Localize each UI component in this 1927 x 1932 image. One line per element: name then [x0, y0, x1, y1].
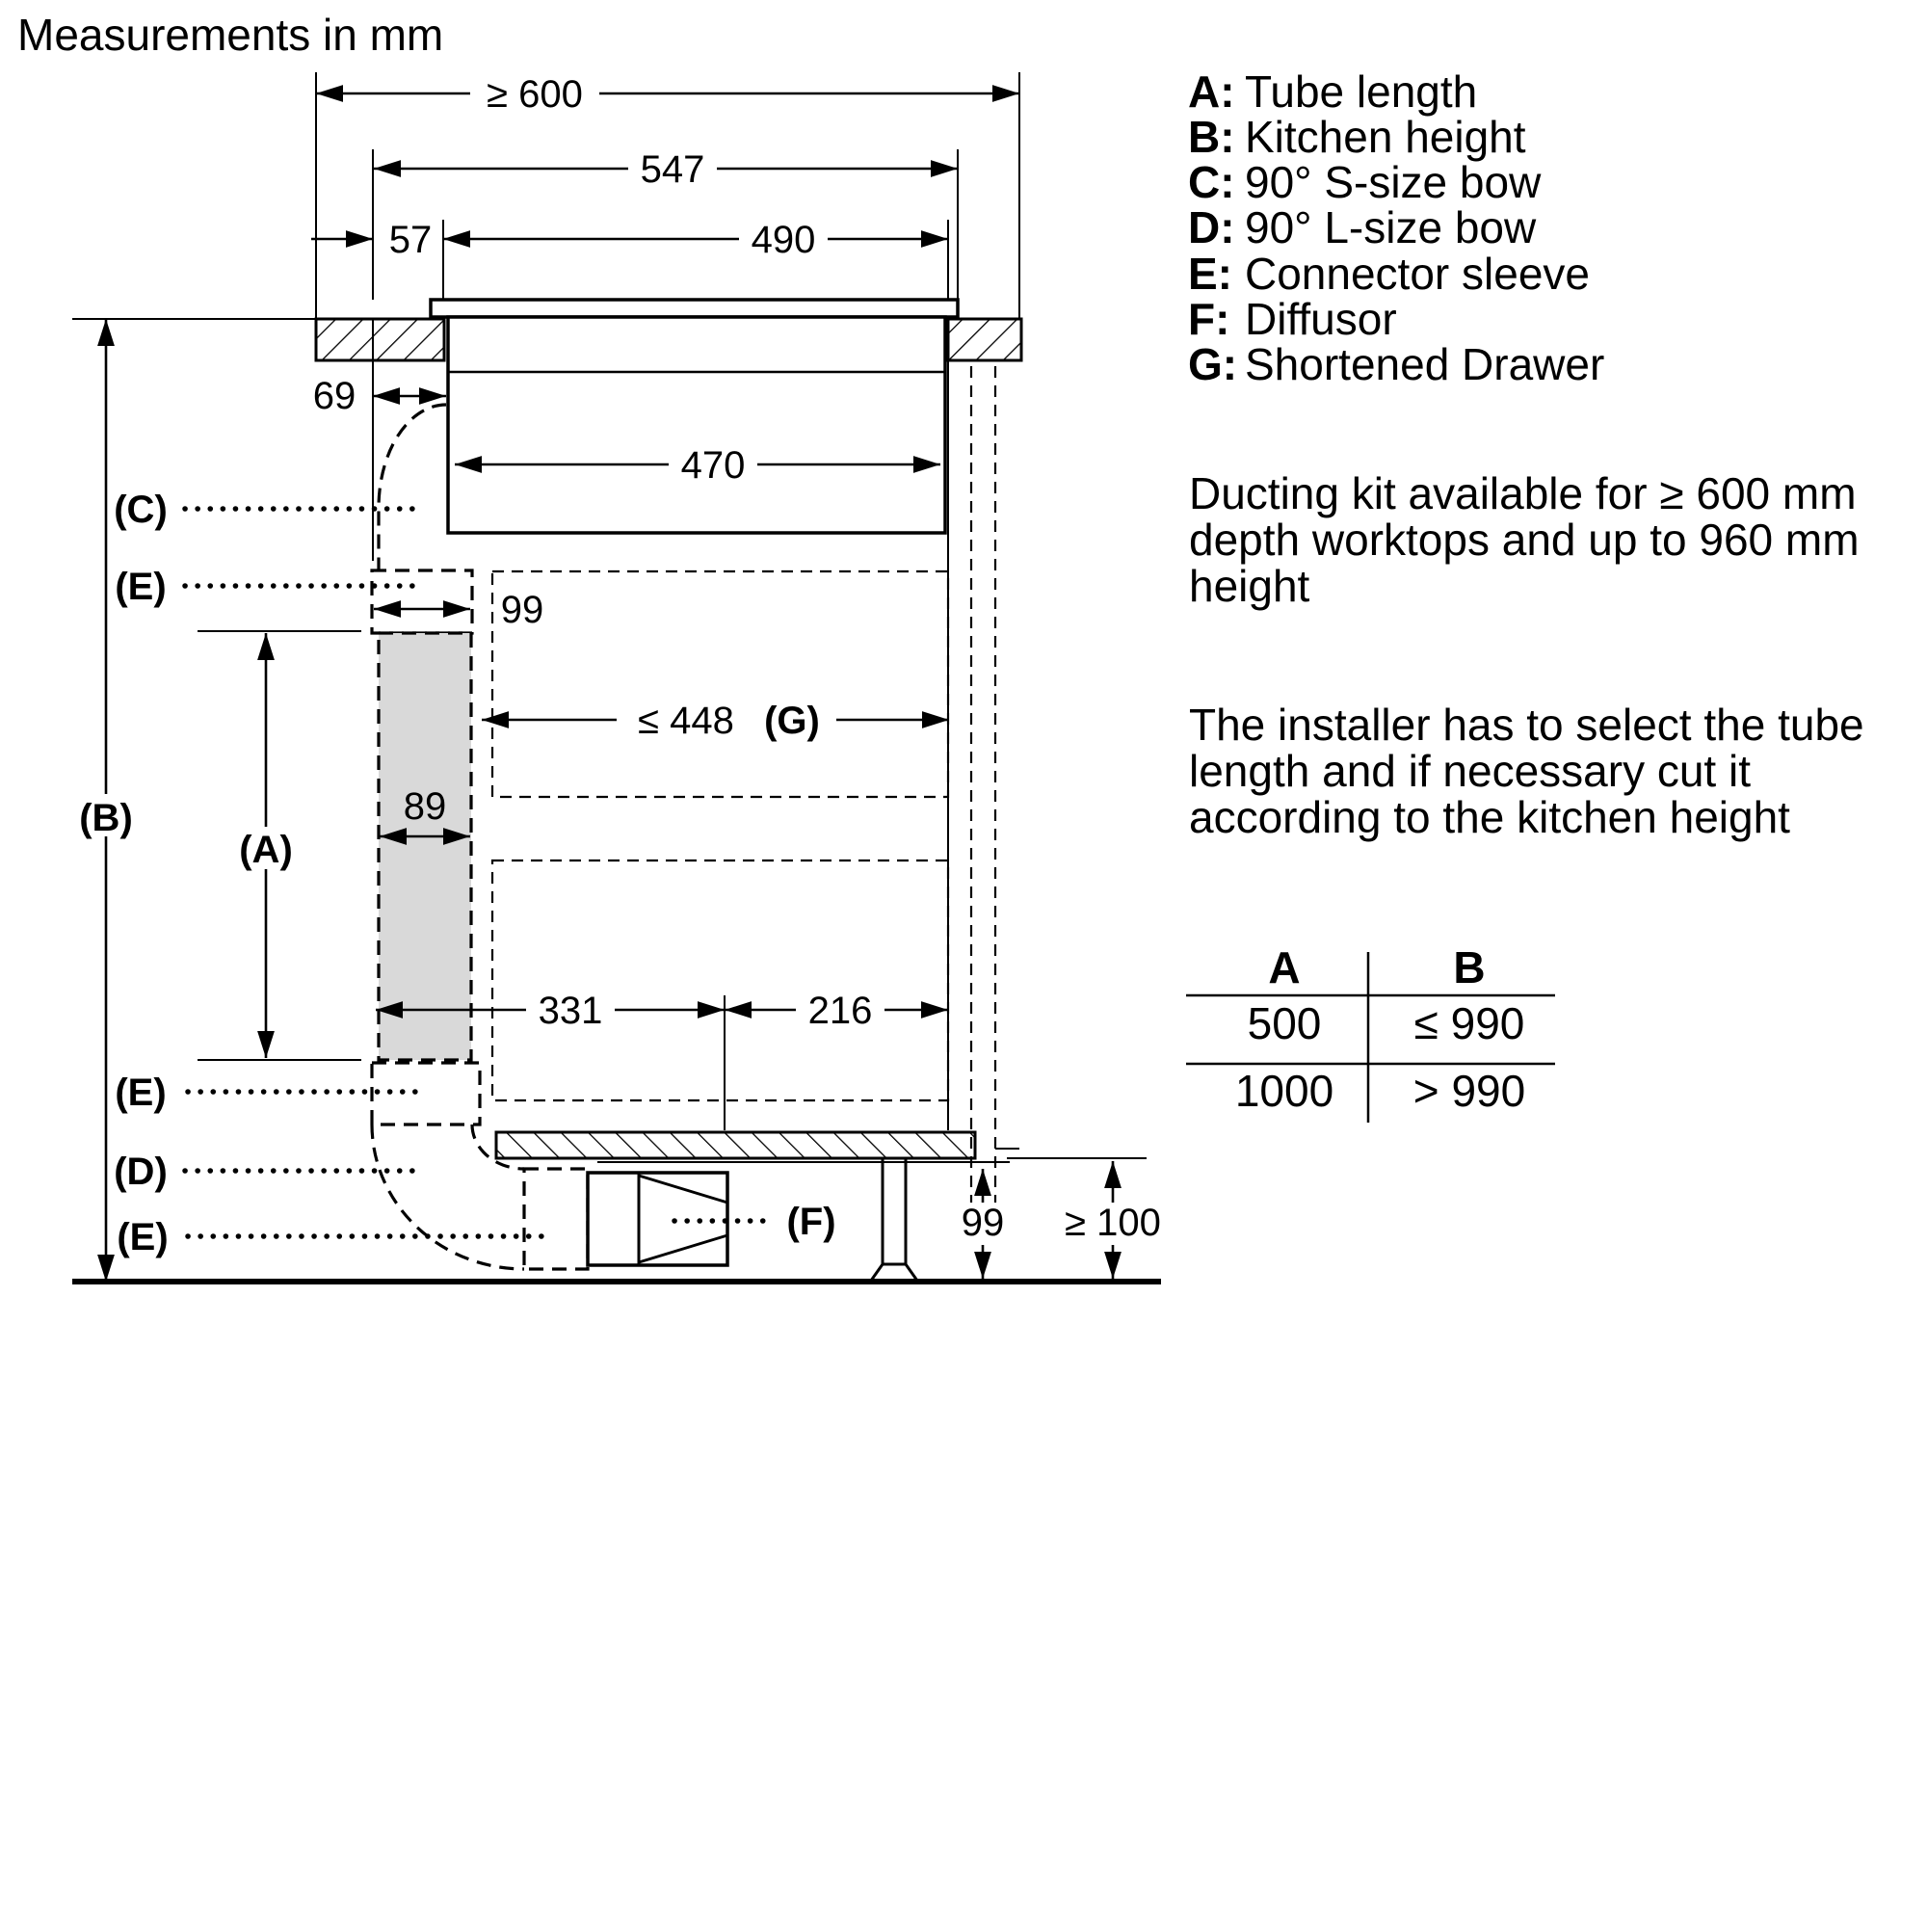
tube	[379, 633, 471, 1060]
diffusor	[588, 1173, 727, 1265]
dim-label-front-section: 216	[807, 990, 873, 1032]
legend-key-b: B:	[1188, 112, 1235, 162]
legend-key-c: C:	[1188, 157, 1235, 207]
legend-label-g: Shortened Drawer	[1245, 339, 1605, 389]
dim-label-diffusor-height: 99	[961, 1202, 1005, 1244]
legend-label-d: 90° L-size bow	[1245, 202, 1537, 252]
dim-label-sleeve-width: 99	[500, 589, 544, 631]
notes	[1189, 468, 1864, 842]
worktop-back-section	[948, 319, 1021, 360]
dimension-lines	[106, 93, 1113, 1282]
legend-label-f: Diffusor	[1245, 294, 1397, 344]
diffusor-box	[588, 1173, 727, 1265]
callout-b: (B)	[79, 797, 133, 839]
callout-f: (F)	[786, 1201, 836, 1243]
shortened-drawer-outline	[492, 571, 948, 797]
hob-body	[448, 317, 945, 533]
diagram-texts	[17, 10, 1161, 1258]
legend-key-f: F:	[1188, 294, 1230, 344]
dim-label-tube-width: 89	[403, 785, 447, 828]
table-header-a: A	[1268, 942, 1301, 992]
connector-sleeve-top	[372, 570, 472, 633]
note1-line2: depth worktops and up to 960 mm	[1189, 515, 1860, 565]
dim-label-hob-top-width: 547	[640, 148, 705, 191]
dim-label-plinth-height: ≥ 100	[1065, 1202, 1161, 1244]
dim-label-front-offset: 57	[388, 219, 433, 261]
legend-label-e: Connector sleeve	[1245, 249, 1590, 299]
note2-line1: The installer has to select the tube	[1189, 700, 1864, 750]
cabinet-bottom-panel	[496, 1132, 975, 1158]
legend	[1188, 66, 1604, 389]
tube-length-table	[1186, 942, 1555, 1123]
dim-label-rear-section: 331	[538, 990, 603, 1032]
table-header-b: B	[1453, 942, 1486, 992]
label-backplates	[67, 73, 1174, 1245]
table-row2-a: 1000	[1234, 1066, 1334, 1116]
legend-label-b: Kitchen height	[1245, 112, 1526, 162]
note2-line2: length and if necessary cut it	[1189, 746, 1751, 796]
legend-key-d: D:	[1188, 202, 1235, 252]
callout-d: (D)	[114, 1151, 168, 1193]
dim-label-worktop-depth: ≥ 600	[487, 73, 583, 116]
dim-label-cutout-width: 490	[751, 219, 816, 261]
legend-label-c: 90° S-size bow	[1245, 157, 1542, 207]
callout-e-middle: (E)	[115, 1072, 167, 1114]
hob-glass-top	[431, 300, 958, 317]
leader-lines	[185, 509, 771, 1236]
callout-c: (C)	[114, 489, 168, 531]
dim-label-drawer-depth: ≤ 448	[638, 700, 734, 742]
dim-label-hob-body-width: 470	[680, 444, 746, 487]
bow-c-s-size	[379, 405, 446, 570]
legend-key-a: A:	[1188, 66, 1235, 117]
callout-e-top: (E)	[115, 566, 167, 608]
plinth-foot	[871, 1264, 917, 1281]
note1-line3: height	[1189, 561, 1310, 611]
worktop-front-section	[316, 319, 444, 360]
legend-key-g: G:	[1188, 339, 1238, 389]
note2-line3: according to the kitchen height	[1189, 792, 1790, 842]
hob	[431, 300, 958, 533]
note1-line1: Ducting kit available for ≥ 600 mm	[1189, 468, 1857, 518]
table-row1-b: ≤ 990	[1413, 998, 1525, 1048]
dim-label-duct-offset: 69	[312, 375, 356, 417]
connector-sleeve-diffusor	[524, 1169, 588, 1269]
legend-label-a: Tube length	[1245, 66, 1478, 117]
callout-e-bottom: (E)	[117, 1216, 169, 1258]
lower-drawer-outline	[492, 860, 948, 1100]
table-row1-a: 500	[1247, 998, 1322, 1048]
table-row2-b: > 990	[1412, 1066, 1526, 1116]
dim-label-drawer-ref-g: (G)	[764, 700, 820, 742]
legend-key-e: E:	[1188, 249, 1232, 299]
callout-a: (A)	[239, 829, 293, 871]
page-title: Measurements in mm	[17, 10, 444, 60]
